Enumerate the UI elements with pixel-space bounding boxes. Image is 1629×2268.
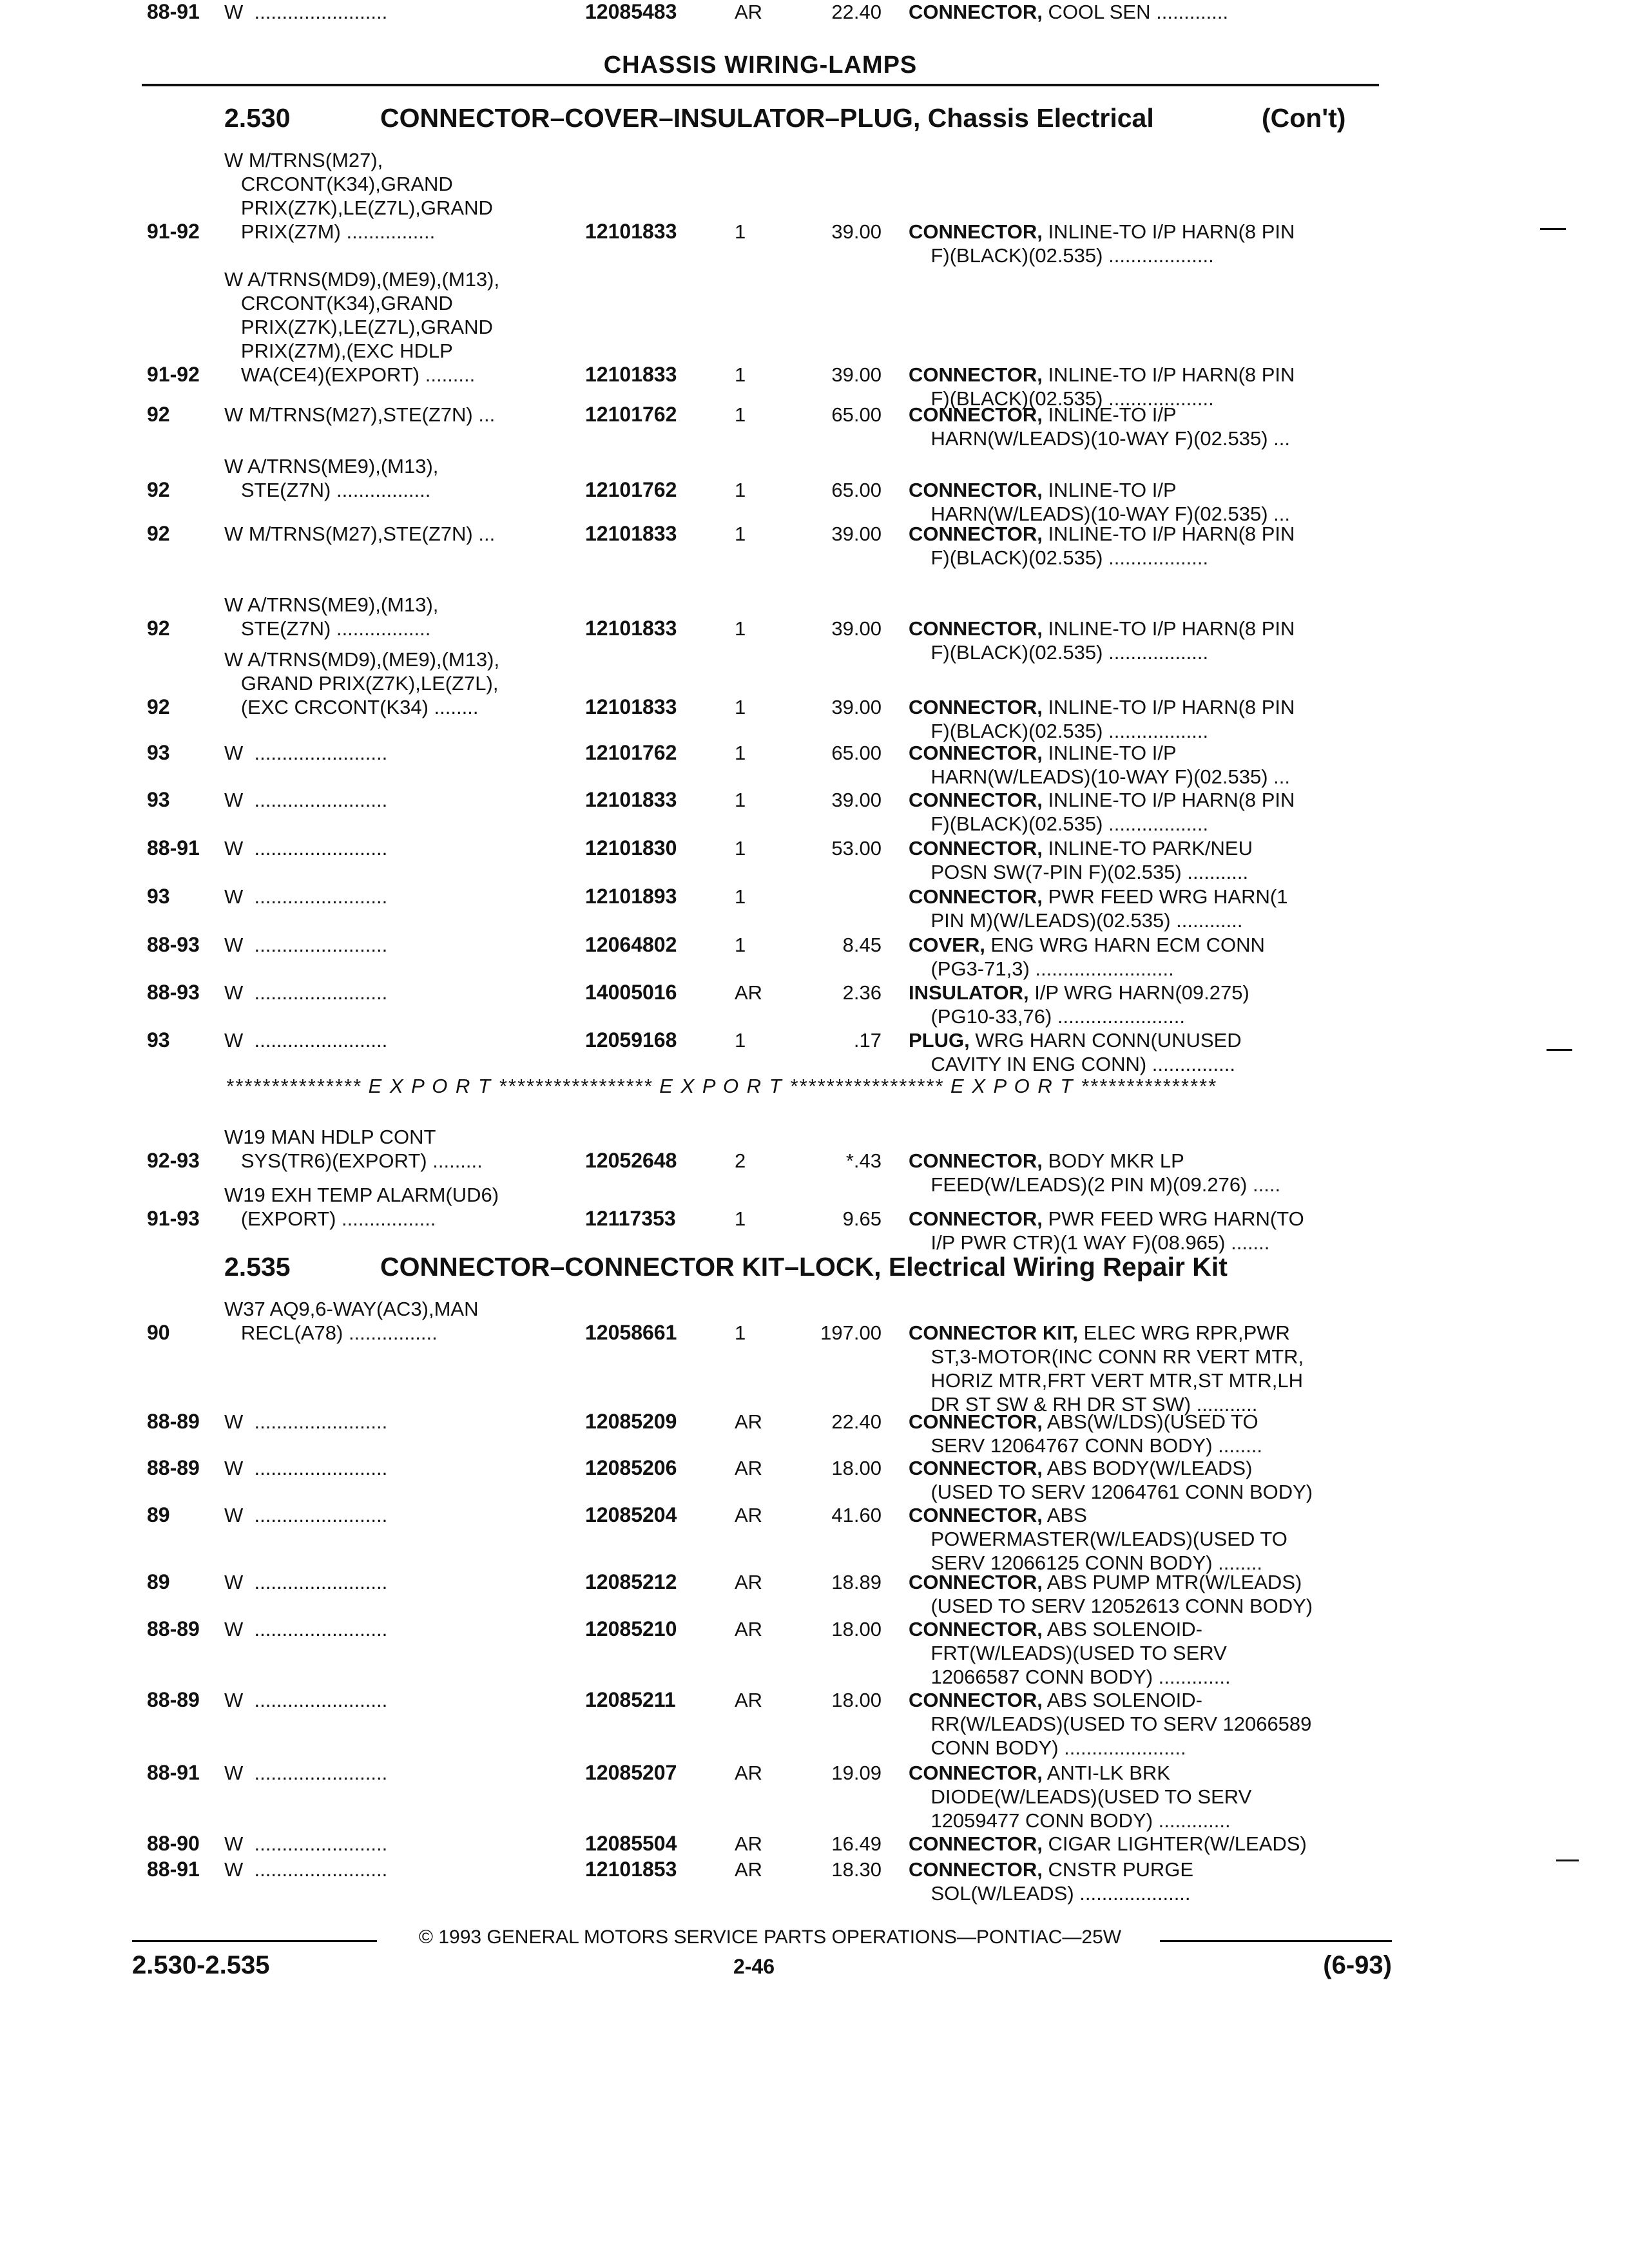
application-description: W M/TRNS(M27),STE(Z7N) ... xyxy=(224,523,496,545)
part-name xyxy=(909,1456,1313,1504)
part-number: 12085211 xyxy=(585,1688,676,1711)
quantity: AR xyxy=(735,1618,763,1640)
quantity: AR xyxy=(735,1689,763,1711)
part-number: 12101833 xyxy=(585,220,677,243)
part-name-detail: ABS BODY(W/LEADS) (USED TO SERV 12064761 CONN BODY) xyxy=(930,1457,1313,1503)
quantity: AR xyxy=(735,1832,763,1855)
section-number: 2.535 xyxy=(224,1252,291,1282)
part-name xyxy=(909,1570,1313,1618)
price: 197.00 xyxy=(820,1321,882,1344)
price: 16.49 xyxy=(831,1832,882,1855)
quantity: 1 xyxy=(735,1029,746,1052)
part-name-detail: BODY MKR LP FEED(W/LEADS)(2 PIN M)(09.276) ..... xyxy=(930,1149,1281,1196)
part-name-head: CONNECTOR, xyxy=(909,1618,1043,1640)
application-description: W A/TRNS(ME9),(M13), STE(Z7N) ................. xyxy=(224,455,439,501)
part-name-detail: INLINE-TO PARK/NEU POSN SW(7-PIN F)(02.535) ........... xyxy=(930,837,1253,883)
parts-row xyxy=(0,1297,1629,1416)
part-name xyxy=(909,1858,1193,1905)
part-name xyxy=(909,522,1295,570)
part-name xyxy=(909,1832,1307,1856)
model-years: 92 xyxy=(147,478,170,501)
price: 2.36 xyxy=(842,981,882,1004)
quantity: 1 xyxy=(735,479,746,501)
application-description: W ........................ xyxy=(224,885,388,908)
model-years: 88-89 xyxy=(147,1617,200,1640)
part-number: 12085483 xyxy=(585,0,677,23)
model-years: 88-91 xyxy=(147,0,200,23)
price: 65.00 xyxy=(831,403,882,426)
part-name-head: CONNECTOR, xyxy=(909,363,1043,386)
quantity: 1 xyxy=(735,403,746,426)
part-name-head: CONNECTOR, xyxy=(909,1,1043,23)
price: 41.60 xyxy=(831,1504,882,1526)
quantity: 1 xyxy=(735,363,746,386)
parts-row xyxy=(0,454,1629,525)
model-years: 90 xyxy=(147,1321,170,1344)
parts-row xyxy=(0,741,1629,788)
model-years: 88-89 xyxy=(147,1456,200,1479)
parts-row xyxy=(0,933,1629,980)
part-name-head: PLUG, xyxy=(909,1029,970,1052)
model-years: 88-91 xyxy=(147,1761,200,1784)
price: 22.40 xyxy=(831,1410,882,1433)
margin-mark xyxy=(1547,1049,1572,1051)
model-years: 89 xyxy=(147,1503,170,1526)
part-number: 12085204 xyxy=(585,1503,677,1526)
quantity: 1 xyxy=(735,220,746,243)
part-name xyxy=(909,617,1295,664)
application-description: W ........................ xyxy=(224,1762,388,1784)
footer-page-number: 2-46 xyxy=(733,1955,775,1978)
parts-row xyxy=(0,1832,1629,1855)
parts-row xyxy=(0,648,1629,742)
part-name xyxy=(909,1503,1287,1575)
section-continued: (Con't) xyxy=(1262,103,1346,133)
model-years: 93 xyxy=(147,741,170,764)
quantity: 1 xyxy=(735,789,746,811)
quantity: 1 xyxy=(735,885,746,908)
price: 18.00 xyxy=(831,1618,882,1640)
price: 9.65 xyxy=(842,1207,882,1230)
part-name-head: CONNECTOR, xyxy=(909,617,1043,640)
part-name xyxy=(909,1410,1262,1457)
application-description: W ........................ xyxy=(224,1029,388,1052)
quantity: 1 xyxy=(735,742,746,764)
parts-row xyxy=(0,1858,1629,1905)
part-number: 12117353 xyxy=(585,1207,676,1230)
footer-rule xyxy=(1160,1940,1392,1942)
part-name xyxy=(909,403,1290,450)
part-name xyxy=(909,478,1290,526)
model-years: 91-92 xyxy=(147,220,200,243)
model-years: 88-91 xyxy=(147,836,200,860)
price: 8.45 xyxy=(842,934,882,956)
parts-row xyxy=(0,593,1629,664)
application-description: W A/TRNS(ME9),(M13), STE(Z7N) ................. xyxy=(224,593,439,640)
model-years: 88-89 xyxy=(147,1688,200,1711)
model-years: 91-93 xyxy=(147,1207,200,1230)
part-name-head: CONNECTOR, xyxy=(909,1410,1043,1433)
part-name-detail: I/P WRG HARN(09.275) (PG10-33,76) ....................... xyxy=(930,981,1249,1028)
part-name-head: CONNECTOR, xyxy=(909,220,1043,243)
model-years: 92-93 xyxy=(147,1149,200,1172)
part-name-head: CONNECTOR, xyxy=(909,1689,1043,1711)
part-name-detail: INLINE-TO I/P HARN(8 PIN F)(BLACK)(02.535) ................... xyxy=(930,220,1295,267)
part-number: 12085212 xyxy=(585,1570,677,1593)
parts-row xyxy=(0,0,1629,23)
application-description: W M/TRNS(M27),STE(Z7N) ... xyxy=(224,403,496,426)
application-description: W ........................ xyxy=(224,1571,388,1593)
footer-date-code: (6-93) xyxy=(1323,1951,1392,1979)
part-name xyxy=(909,788,1295,836)
quantity: AR xyxy=(735,981,763,1004)
application-description: W ........................ xyxy=(224,1410,388,1433)
part-number: 12058661 xyxy=(585,1321,677,1344)
part-name-detail: ABS POWERMASTER(W/LEADS)(USED TO SERV 12066125 CONN BODY) ........ xyxy=(930,1504,1287,1574)
application-description: W ........................ xyxy=(224,1689,388,1711)
price: 39.00 xyxy=(831,363,882,386)
part-name xyxy=(909,1321,1304,1416)
application-description: W ........................ xyxy=(224,837,388,860)
price: .17 xyxy=(853,1029,882,1052)
price: 65.00 xyxy=(831,479,882,501)
part-name-head: CONNECTOR, xyxy=(909,696,1043,718)
part-number: 12101833 xyxy=(585,695,677,718)
model-years: 92 xyxy=(147,522,170,545)
parts-row xyxy=(0,1503,1629,1574)
part-name-head: CONNECTOR, xyxy=(909,742,1043,764)
part-name-head: CONNECTOR, xyxy=(909,479,1043,501)
model-years: 92 xyxy=(147,617,170,640)
application-description: W ........................ xyxy=(224,981,388,1004)
quantity: 2 xyxy=(735,1149,746,1172)
part-name-head: CONNECTOR, xyxy=(909,1762,1043,1784)
quantity: AR xyxy=(735,1504,763,1526)
parts-row xyxy=(0,148,1629,267)
application-description: W ........................ xyxy=(224,934,388,956)
quantity: AR xyxy=(735,1762,763,1784)
application-description: W A/TRNS(MD9),(ME9),(M13), GRAND PRIX(Z7K),LE(Z7L), (EXC CRCONT(K34) ........ xyxy=(224,648,500,718)
part-name-detail: INLINE-TO I/P HARN(8 PIN F)(BLACK)(02.535) .................. xyxy=(930,617,1295,664)
part-number: 14005016 xyxy=(585,981,677,1004)
parts-row xyxy=(0,1617,1629,1688)
part-number: 12101853 xyxy=(585,1858,677,1881)
application-description: W A/TRNS(MD9),(ME9),(M13), CRCONT(K34),GRAND PRIX(Z7K),LE(Z7L),GRAND PRIX(Z7M),(EXC HDLP WA(CE4)(EXPORT) ......... xyxy=(224,268,500,386)
price: 53.00 xyxy=(831,837,882,860)
model-years: 93 xyxy=(147,1028,170,1052)
footer-section-range: 2.530-2.535 xyxy=(132,1951,270,1979)
part-number: 12085207 xyxy=(585,1761,677,1784)
model-years: 92 xyxy=(147,695,170,718)
price: 18.00 xyxy=(831,1689,882,1711)
part-number: 12101893 xyxy=(585,885,677,908)
parts-row xyxy=(0,403,1629,450)
application-description: W ........................ xyxy=(224,742,388,764)
footer-rule xyxy=(132,1940,377,1942)
part-name xyxy=(909,1617,1231,1689)
model-years: 93 xyxy=(147,885,170,908)
parts-row xyxy=(0,267,1629,410)
part-number: 12101830 xyxy=(585,836,677,860)
part-name-head: CONNECTOR, xyxy=(909,523,1043,545)
application-description: W19 MAN HDLP CONT SYS(TR6)(EXPORT) ......... xyxy=(224,1126,483,1172)
part-name-head: CONNECTOR, xyxy=(909,1571,1043,1593)
parts-row xyxy=(0,522,1629,569)
parts-row xyxy=(0,788,1629,835)
part-name-head: CONNECTOR KIT, xyxy=(909,1321,1078,1344)
part-name xyxy=(909,695,1295,743)
part-name xyxy=(909,741,1290,789)
quantity: AR xyxy=(735,1858,763,1881)
part-name-detail: ELEC WRG RPR,PWR ST,3-MOTOR(INC CONN RR VERT MTR, HORIZ MTR,FRT VERT MTR,ST MTR,LH DR ST SW & RH DR ST SW) ........... xyxy=(930,1321,1304,1416)
quantity: AR xyxy=(735,1,763,23)
quantity: 1 xyxy=(735,696,746,718)
part-name-head: CONNECTOR, xyxy=(909,885,1043,908)
part-number: 12052648 xyxy=(585,1149,677,1172)
price: 39.00 xyxy=(831,696,882,718)
application-description: W ........................ xyxy=(224,1504,388,1526)
part-name-detail: INLINE-TO I/P HARN(8 PIN F)(BLACK)(02.535) .................. xyxy=(930,789,1295,835)
parts-row xyxy=(0,1028,1629,1075)
part-name xyxy=(909,1761,1251,1832)
part-name-detail: COOL SEN ............. xyxy=(1042,1,1229,23)
section-number: 2.530 xyxy=(224,103,291,133)
part-name-detail: INLINE-TO I/P HARN(8 PIN F)(BLACK)(02.535) .................. xyxy=(930,696,1295,742)
part-name-head: CONNECTOR, xyxy=(909,789,1043,811)
part-name xyxy=(909,1207,1304,1254)
application-description: W M/TRNS(M27), CRCONT(K34),GRAND PRIX(Z7K),LE(Z7L),GRAND PRIX(Z7M) ................ xyxy=(224,149,493,243)
model-years: 91-92 xyxy=(147,363,200,386)
model-years: 88-90 xyxy=(147,1832,200,1855)
part-name-head: CONNECTOR, xyxy=(909,1457,1043,1479)
price: 39.00 xyxy=(831,617,882,640)
application-description: W ........................ xyxy=(224,1832,388,1855)
part-name-head: COVER, xyxy=(909,934,985,956)
part-name-detail: ABS SOLENOID- FRT(W/LEADS)(USED TO SERV 12066587 CONN BODY) ............. xyxy=(930,1618,1231,1688)
part-name-detail: WRG HARN CONN(UNUSED CAVITY IN ENG CONN) ............... xyxy=(930,1029,1242,1075)
footer-copyright: © 1993 GENERAL MOTORS SERVICE PARTS OPERATIONS—PONTIAC—25W xyxy=(418,1927,1122,1948)
part-name-head: CONNECTOR, xyxy=(909,1207,1043,1230)
quantity: 1 xyxy=(735,1207,746,1230)
part-name xyxy=(909,1028,1242,1076)
export-separator: *************** E X P O R T ***************** E X P O R T ***************** E X P O R T *************** xyxy=(226,1075,1217,1097)
part-number: 12059168 xyxy=(585,1028,677,1052)
part-number: 12085504 xyxy=(585,1832,677,1855)
part-number: 12101762 xyxy=(585,478,677,501)
section-name: CONNECTOR–CONNECTOR KIT–LOCK, Electrical Wiring Repair Kit xyxy=(380,1252,1228,1282)
part-number: 12101833 xyxy=(585,788,677,811)
part-number: 12101762 xyxy=(585,403,677,426)
price: 39.00 xyxy=(831,789,882,811)
price: 19.09 xyxy=(831,1762,882,1784)
quantity: 1 xyxy=(735,523,746,545)
parts-row xyxy=(0,885,1629,932)
part-name-head: CONNECTOR, xyxy=(909,1149,1043,1172)
model-years: 89 xyxy=(147,1570,170,1593)
application-description: W37 AQ9,6-WAY(AC3),MAN RECL(A78) ................ xyxy=(224,1298,479,1344)
quantity: AR xyxy=(735,1410,763,1433)
price: 22.40 xyxy=(831,1,882,23)
part-name-detail: PWR FEED WRG HARN(1 PIN M)(W/LEADS)(02.535) ............ xyxy=(930,885,1288,932)
part-name xyxy=(909,0,1228,24)
price: *.43 xyxy=(845,1149,882,1172)
quantity: 1 xyxy=(735,1321,746,1344)
part-name xyxy=(909,220,1295,267)
page-header: CHASSIS WIRING-LAMPS xyxy=(603,52,918,79)
part-number: 12085209 xyxy=(585,1410,677,1433)
application-description: W ........................ xyxy=(224,1618,388,1640)
part-name-detail: CIGAR LIGHTER(W/LEADS) xyxy=(1042,1832,1307,1855)
header-rule xyxy=(142,84,1379,86)
quantity: 1 xyxy=(735,617,746,640)
part-name-head: CONNECTOR, xyxy=(909,403,1043,426)
model-years: 88-89 xyxy=(147,1410,200,1433)
parts-row xyxy=(0,981,1629,1028)
parts-row xyxy=(0,1125,1629,1196)
part-name-detail: INLINE-TO I/P HARN(W/LEADS)(10-WAY F)(02.535) ... xyxy=(930,403,1290,450)
part-name-detail: CNSTR PURGE SOL(W/LEADS) .................... xyxy=(930,1858,1194,1905)
margin-mark xyxy=(1540,228,1566,230)
part-name-detail: ABS(W/LDS)(USED TO SERV 12064767 CONN BODY) ........ xyxy=(930,1410,1263,1457)
application-description: W ........................ xyxy=(224,789,388,811)
application-description: W19 EXH TEMP ALARM(UD6) (EXPORT) ................. xyxy=(224,1184,499,1230)
parts-row xyxy=(0,1456,1629,1503)
price: 18.89 xyxy=(831,1571,882,1593)
model-years: 93 xyxy=(147,788,170,811)
quantity: AR xyxy=(735,1457,763,1479)
price: 39.00 xyxy=(831,220,882,243)
quantity: AR xyxy=(735,1571,763,1593)
part-name-detail: ANTI-LK BRK DIODE(W/LEADS)(USED TO SERV 12059477 CONN BODY) ............. xyxy=(930,1762,1252,1832)
part-name-detail: ABS PUMP MTR(W/LEADS) (USED TO SERV 12052613 CONN BODY) xyxy=(930,1571,1313,1617)
part-name-head: CONNECTOR, xyxy=(909,1504,1043,1526)
part-name-detail: INLINE-TO I/P HARN(8 PIN F)(BLACK)(02.535) ................... xyxy=(930,363,1295,410)
parts-row xyxy=(0,1410,1629,1457)
price: 18.30 xyxy=(831,1858,882,1881)
parts-row xyxy=(0,1570,1629,1617)
part-name-head: CONNECTOR, xyxy=(909,1858,1043,1881)
quantity: 1 xyxy=(735,837,746,860)
part-number: 12085210 xyxy=(585,1617,677,1640)
part-name-detail: INLINE-TO I/P HARN(8 PIN F)(BLACK)(02.535) .................. xyxy=(930,523,1295,569)
parts-row xyxy=(0,1183,1629,1254)
part-name-head: INSULATOR, xyxy=(909,981,1029,1004)
parts-row xyxy=(0,1761,1629,1832)
part-name xyxy=(909,933,1265,981)
part-name xyxy=(909,836,1253,884)
part-name xyxy=(909,981,1249,1028)
parts-row xyxy=(0,836,1629,883)
price: 18.00 xyxy=(831,1457,882,1479)
part-number: 12101833 xyxy=(585,363,677,386)
part-number: 12101833 xyxy=(585,522,677,545)
part-number: 12101833 xyxy=(585,617,677,640)
part-number: 12085206 xyxy=(585,1456,677,1479)
model-years: 88-93 xyxy=(147,933,200,956)
part-name-detail: INLINE-TO I/P HARN(W/LEADS)(10-WAY F)(02.535) ... xyxy=(930,479,1290,525)
application-description: W ........................ xyxy=(224,1457,388,1479)
part-name-detail: ABS SOLENOID- RR(W/LEADS)(USED TO SERV 12066589 CONN BODY) ...................... xyxy=(930,1689,1312,1759)
price: 39.00 xyxy=(831,523,882,545)
part-name-detail: PWR FEED WRG HARN(TO I/P PWR CTR)(1 WAY F)(08.965) ....... xyxy=(930,1207,1304,1254)
price: 65.00 xyxy=(831,742,882,764)
part-number: 12101762 xyxy=(585,741,677,764)
part-name-head: CONNECTOR, xyxy=(909,1832,1043,1855)
section-name: CONNECTOR–COVER–INSULATOR–PLUG, Chassis Electrical xyxy=(380,103,1154,133)
parts-row xyxy=(0,1688,1629,1759)
part-name-detail: INLINE-TO I/P HARN(W/LEADS)(10-WAY F)(02.535) ... xyxy=(930,742,1290,788)
application-description: W ........................ xyxy=(224,1858,388,1881)
part-name xyxy=(909,1688,1311,1760)
part-name-detail: ENG WRG HARN ECM CONN (PG3-71,3) ......................... xyxy=(930,934,1265,980)
part-name-head: CONNECTOR, xyxy=(909,837,1043,860)
part-name xyxy=(909,885,1287,932)
model-years: 92 xyxy=(147,403,170,426)
model-years: 88-91 xyxy=(147,1858,200,1881)
part-number: 12064802 xyxy=(585,933,677,956)
margin-mark xyxy=(1556,1860,1579,1861)
model-years: 88-93 xyxy=(147,981,200,1004)
quantity: 1 xyxy=(735,934,746,956)
application-description: W ........................ xyxy=(224,1,388,23)
